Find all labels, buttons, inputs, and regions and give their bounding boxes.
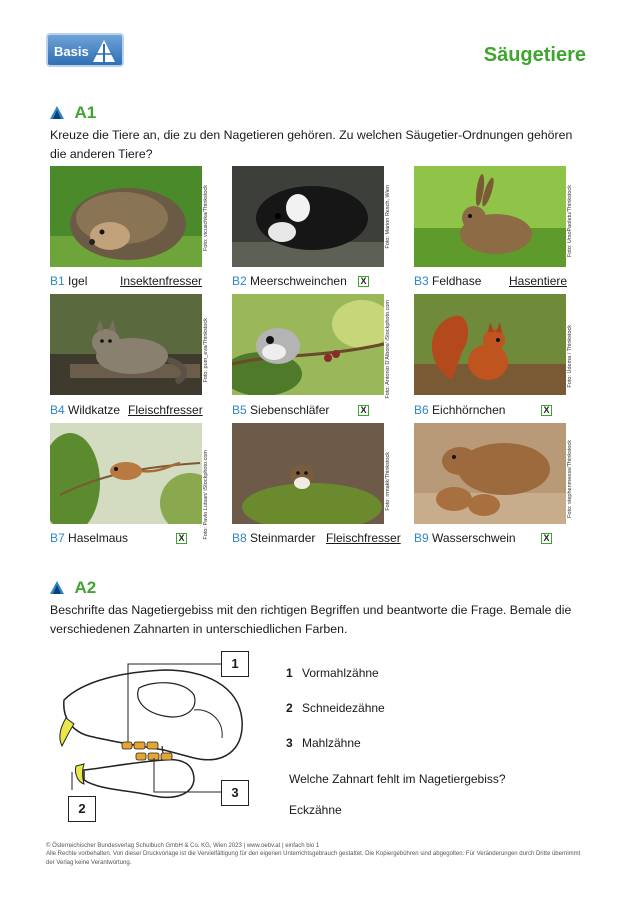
photo-hedgehog (50, 166, 202, 267)
upper-incisor (60, 718, 74, 746)
callout-3: 3 (221, 780, 249, 806)
callout-1: 1 (221, 651, 249, 677)
label-b7: B7 (50, 531, 65, 545)
photo-wildcat (50, 294, 202, 395)
upper-molars (122, 742, 158, 749)
name-b3: Feldhase (432, 274, 482, 288)
caption-b4 (50, 403, 120, 417)
credit-b7: Foto: Pavlo Lutsan/ iStockphoto.com (203, 450, 209, 540)
footer (46, 842, 586, 867)
legend-3 (286, 736, 361, 750)
legend-text-1[interactable]: Vormahlzähne (302, 666, 379, 680)
a2-answer[interactable]: Eckzähne (289, 803, 342, 817)
answer-b8[interactable]: Fleischfresser (326, 531, 401, 545)
label-b2: B2 (232, 274, 247, 288)
photo-stone-marten (232, 423, 384, 524)
credit-b6: Foto: Udema / Thinkstock (567, 325, 573, 388)
checkbox-b5[interactable]: X (358, 405, 369, 416)
legend-2 (286, 701, 385, 715)
label-b6: B6 (414, 403, 429, 417)
label-b4: B4 (50, 403, 65, 417)
callout-2: 2 (68, 796, 96, 822)
label-b3: B3 (414, 274, 429, 288)
name-b9: Wasserschwein (432, 531, 516, 545)
answer-b3[interactable]: Hasentiere (509, 274, 568, 288)
checkbox-b9[interactable]: X (541, 533, 552, 544)
legend-1 (286, 666, 379, 680)
a1-task: Kreuze die Tiere an, die zu den Nagetieren gehören. Zu welchen Säugetier-Ordnungen gehören die anderen Tiere? (50, 128, 573, 161)
credit-b8: Foto: rrmakk/Thinkstock (385, 452, 391, 511)
caption-b5 (232, 403, 329, 417)
mountain-icon (50, 581, 64, 594)
credit-b1: Foto: vicuschka/Thinkstock (203, 185, 209, 252)
section-a1-heading (50, 103, 96, 123)
checkbox-b2[interactable]: X (358, 276, 369, 287)
caption-b2 (232, 274, 347, 288)
mountain-icon (50, 106, 64, 119)
label-b1: B1 (50, 274, 65, 288)
photo-dormouse (232, 294, 384, 395)
photo-guinea-pig (232, 166, 384, 267)
caption-b7 (50, 531, 128, 545)
name-b1: Igel (68, 274, 88, 288)
credit-b3: Foto: UrsoPaoletu/Thinkstock (567, 185, 573, 258)
answer-b4[interactable]: Fleischfresser (128, 403, 203, 417)
label-b8: B8 (232, 531, 247, 545)
legend-text-3[interactable]: Mahlzähne (302, 736, 361, 750)
label-b5: B5 (232, 403, 247, 417)
a2-question: Welche Zahnart fehlt im Nagetiergebiss? (289, 772, 506, 786)
checkbox-b7[interactable]: X (176, 533, 187, 544)
caption-b9 (414, 531, 516, 545)
photo-hare (414, 166, 566, 267)
name-b8: Steinmarder (250, 531, 316, 545)
logo-text: Basis (54, 44, 89, 59)
legend-num-1: 1 (286, 666, 293, 680)
photo-hazel-dormouse (50, 423, 202, 524)
page-title: Säugetiere (483, 44, 586, 66)
label-b9: B9 (414, 531, 429, 545)
name-b5: Siebenschläfer (250, 403, 330, 417)
credit-b2: Foto: Marion Resch, Wien (385, 185, 391, 249)
legend-text-2[interactable]: Schneidezähne (302, 701, 385, 715)
name-b4: Wildkatze (68, 403, 121, 417)
footer-copyright: © Österreichischer Bundesverlag Schulbuch GmbH & Co. KG, Wien 2023 | www.oebv.at | einfach bio 1 (46, 843, 320, 849)
caption-b6 (414, 403, 505, 417)
name-b7: Haselmaus (68, 531, 129, 545)
section-a2-heading (50, 578, 96, 598)
caption-b3 (414, 274, 481, 288)
caption-b1 (50, 274, 87, 288)
credit-b5: Foto: Antonio D'Albore/ iStockphoto.com (385, 300, 391, 399)
answer-b1[interactable]: Insektenfresser (120, 274, 203, 288)
name-b2: Meerschweinchen (250, 274, 347, 288)
basis-logo (46, 33, 124, 67)
credit-b4: Foto: pum_eva/Thinkstock (203, 318, 209, 383)
legend-num-2: 2 (286, 701, 293, 715)
section-a2-label: A2 (74, 578, 97, 597)
photo-capybara (414, 423, 566, 524)
footer-rights: Alle Rechte vorbehalten. Von dieser Druckvorlage ist die Vervielfältigung für den eigenen Unterrichtsgebrauch gestattet. Die Kopiergebühren sind abgegolten. Für Veränderungen durch Dritte übernimmt der Verlag keine Verantwortung. (46, 851, 581, 866)
lower-incisor (75, 764, 84, 784)
checkbox-b6[interactable]: X (541, 405, 552, 416)
legend-num-3: 3 (286, 736, 293, 750)
photo-squirrel (414, 294, 566, 395)
credit-b9: Foto: stephenmeese/Thinkstock (567, 440, 573, 518)
section-a1-label: A1 (74, 103, 97, 122)
a2-task: Beschrifte das Nagetiergebiss mit den richtigen Begriffen und beantworte die Frage. Bemale die verschiedenen Zahnarten in unterschiedlichen Farben. (50, 603, 572, 636)
caption-b8 (232, 531, 315, 545)
triangle-logo-icon (91, 38, 117, 64)
name-b6: Eichhörnchen (432, 403, 506, 417)
